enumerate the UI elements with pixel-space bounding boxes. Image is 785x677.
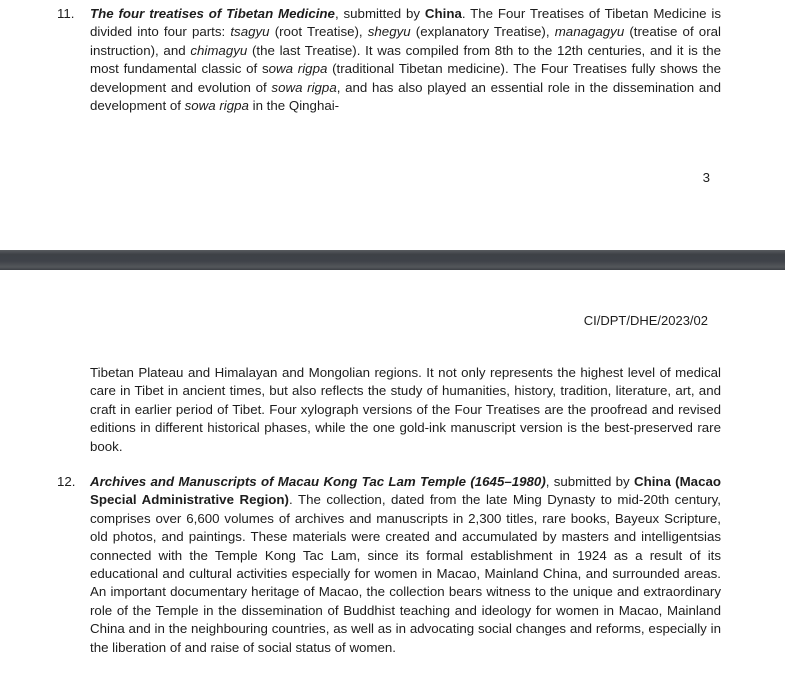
text-run: shegyu — [367, 24, 411, 40]
text-run: in the Qinghai- — [248, 98, 340, 114]
list-item-11-text — [90, 5, 721, 115]
text-run: Archives and Manuscripts of Macau Kong Tac Lam Temple (1645–1980) — [90, 474, 546, 489]
text-run: (the last Treatise). It was compiled from 8th to the 12th centuries, and it is the most fundamental classic of s — [90, 42, 721, 77]
page-number: 3 — [702, 170, 710, 185]
text-run: (traditional Tibetan medicine). The Four Treatises fully shows the development and evolution of — [90, 61, 721, 95]
text-run: (explanatory Treatise), — [410, 24, 555, 40]
list-item-11-continuation — [90, 364, 721, 456]
text-run: Tibetan Plateau and Himalayan and Mongolian regions. It not only represents the highest level of medical care in Tibet in ancient times, but also reflects the study of humanities, history, tradition, literature, art, and craft in earlier period of Tibet. Four xylograph versions of the Four Treatises are the proofread and revised editions in different historical phases, while the one gold-ink manuscript version is the best-preserved rare book. — [90, 365, 721, 454]
page-separator-bar — [0, 250, 785, 270]
text-run: sowa rigpa — [271, 79, 337, 95]
document-reference: CI/DPT/DHE/2023/02 — [583, 313, 708, 328]
text-run: . The collection, dated from the late Ming Dynasty to mid-20th century, comprises over 6,600 volumes of archives and manuscripts in 2,300 titles, rare books, Bayeux Scripture, old photos, and paintings. These materials were created and accumulated by masters and intelligentsias connected with the Temple Kong Tac Lam, since its formal establishment in 1924 as a result of its educational and cultural activities especially for women in Macao, Mainland China, and surrounded areas. An important documentary heritage of Macao, the collection bears witness to the unique and extraordinary role of the Temple in the dissemination of Buddhist teaching and ideology for women in Macao, Mainland China and in the neighbouring countries, as well as in advocating social changes and reforms, especially in the liberation of and raise of social status of women. — [90, 492, 721, 655]
text-run: , and has also played an essential role in the dissemination and development of — [90, 79, 722, 114]
text-run: owa rigpa — [268, 61, 328, 77]
text-run: (treatise of oral instruction), and — [90, 24, 721, 58]
text-run: , submitted by — [334, 6, 425, 21]
list-item-11-number: 11. — [57, 6, 75, 21]
list-item-12 — [57, 473, 721, 657]
text-run: (root Treatise), — [269, 24, 368, 40]
list-item-12-number: 12. — [57, 474, 76, 489]
list-item-12-text — [90, 473, 721, 657]
text-run: , submitted by — [545, 474, 634, 489]
text-run: The four treatises of Tibetan Medicine — [90, 6, 335, 21]
text-run: . The Four Treatises of Tibetan Medicine is divided into four parts: — [90, 6, 721, 40]
list-item-11 — [57, 5, 722, 115]
text-run: China (Macao Special Administrative Region) — [90, 474, 721, 508]
text-run: tsagyu — [230, 24, 270, 40]
text-run: sowa rigpa — [184, 98, 249, 114]
text-run: China — [424, 6, 462, 21]
text-run: managagyu — [554, 24, 625, 40]
text-run: chimagyu — [190, 42, 248, 58]
